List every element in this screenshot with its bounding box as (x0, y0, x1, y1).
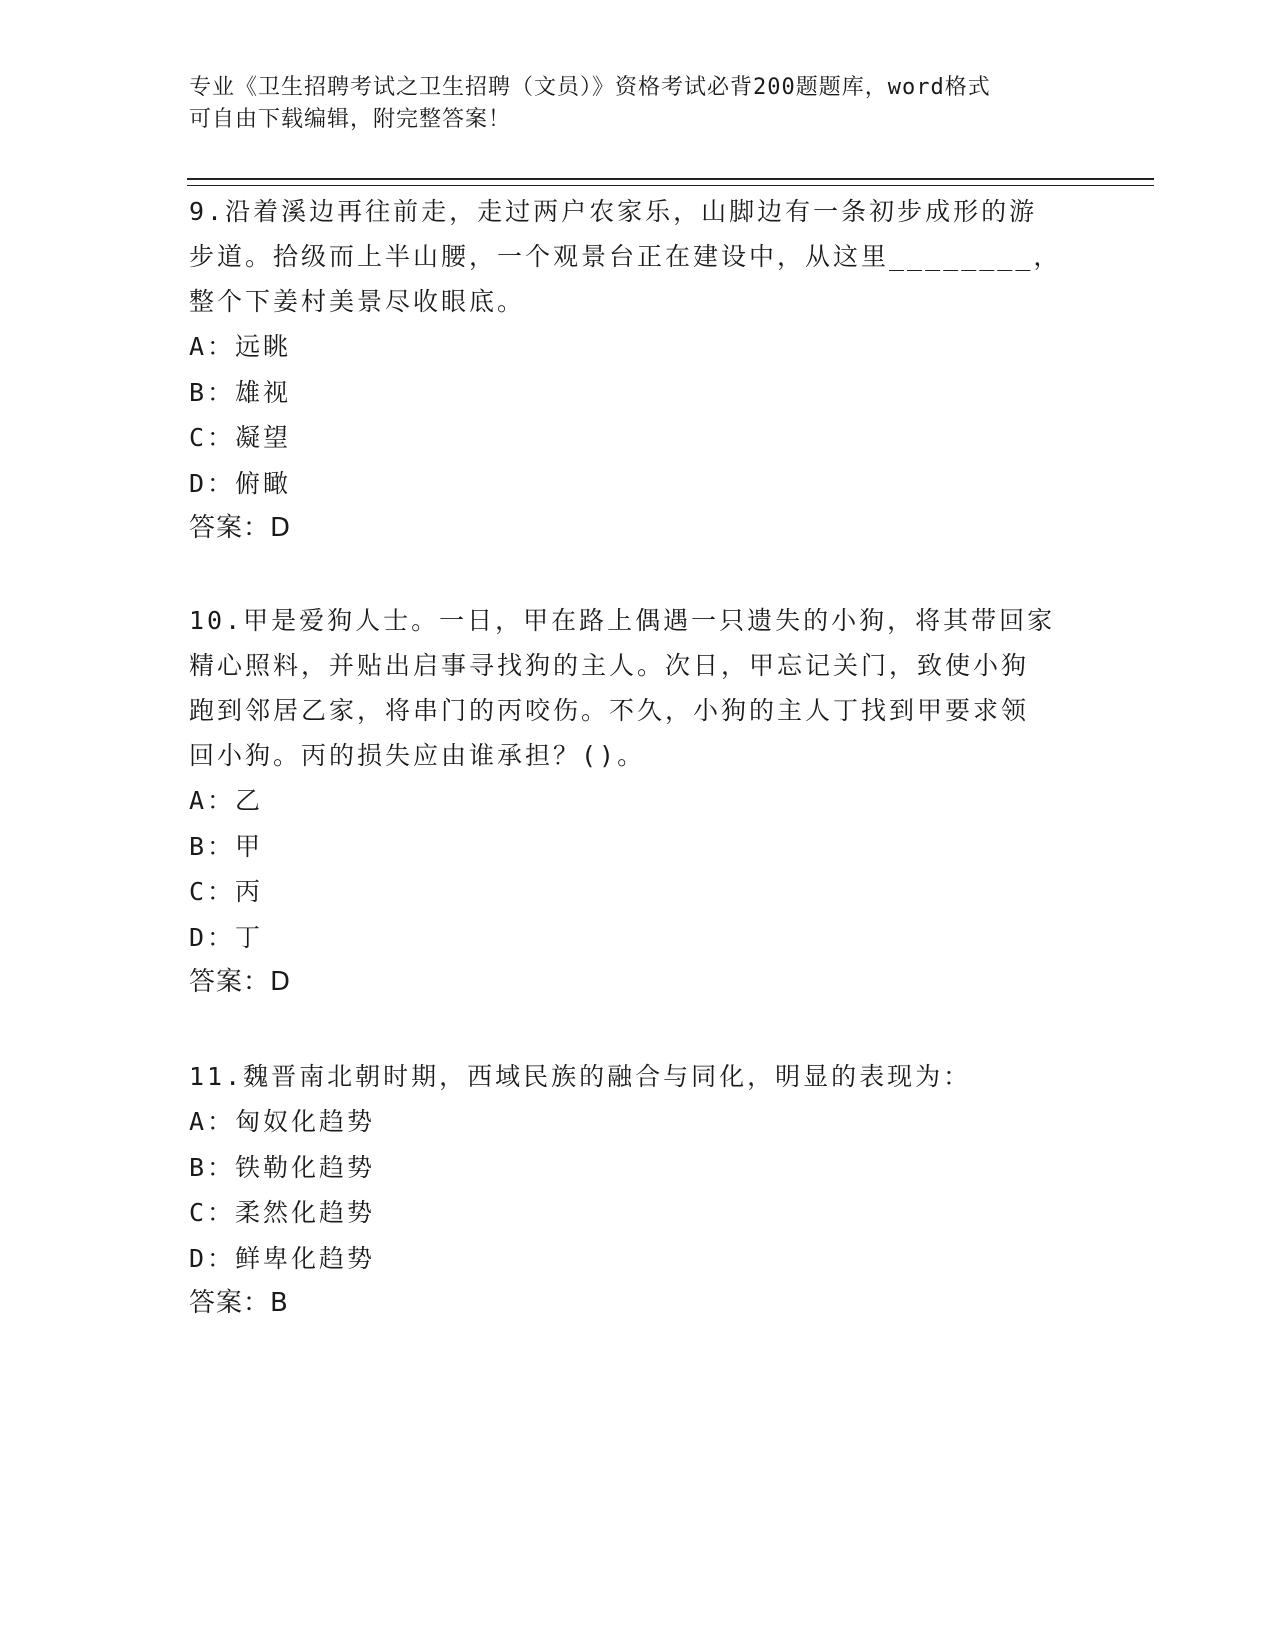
question-stem-line: 步道。拾级而上半山腰，一个观景台正在建设中，从这里________， (189, 242, 1062, 271)
answer-key: 答案：D (189, 967, 292, 997)
option-a: A：远眺 (189, 332, 292, 361)
question-stem-line: 精心照料，并贴出启事寻找狗的主人。次日，甲忘记关门，致使小狗 (189, 651, 1030, 680)
question-stem-line: 跑到邻居乙家，将串门的丙咬伤。不久，小狗的主人丁找到甲要求领 (189, 696, 1030, 725)
answer-key: 答案：B (189, 1288, 289, 1318)
header-title-line-2: 可自由下载编辑，附完整答案！ (189, 107, 512, 132)
option-b: B：雄视 (189, 377, 292, 407)
option-b: B：铁勒化趋势 (189, 1152, 376, 1182)
option-d: D：鲜卑化趋势 (189, 1243, 376, 1273)
option-c: C：丙 (189, 877, 264, 906)
question-stem-line: 10.甲是爱狗人士。一日，甲在路上偶遇一只遗失的小狗，将其带回家 (189, 606, 1056, 635)
question-stem-line: 11.魏晋南北朝时期，西域民族的融合与同化，明显的表现为： (189, 1062, 972, 1091)
question-11 (189, 1054, 1079, 1327)
option-d: D：丁 (189, 922, 264, 952)
option-d: D：俯瞰 (189, 468, 292, 498)
question-10 (189, 598, 1079, 1006)
question-stem-line: 整个下姜村美景尽收眼底。 (189, 287, 526, 316)
option-b: B：甲 (189, 831, 264, 861)
question-stem-line: 9.沿着溪边再往前走，走过两户农家乐，山脚边有一条初步成形的游 (189, 197, 1038, 226)
option-a: A：匈奴化趋势 (189, 1107, 376, 1136)
answer-key: 答案：D (189, 513, 292, 543)
header-title-line-1: 专业《卫生招聘考试之卫生招聘（文员）》资格考试必背200题题库，word格式 (189, 75, 991, 100)
document-header (189, 72, 1069, 136)
question-stem-line: 回小狗。丙的损失应由谁承担？()。 (189, 741, 646, 770)
question-9 (189, 189, 1079, 552)
option-c: C：柔然化趋势 (189, 1198, 376, 1227)
option-c: C：凝望 (189, 423, 292, 452)
option-a: A：乙 (189, 786, 264, 815)
header-divider (187, 178, 1154, 186)
